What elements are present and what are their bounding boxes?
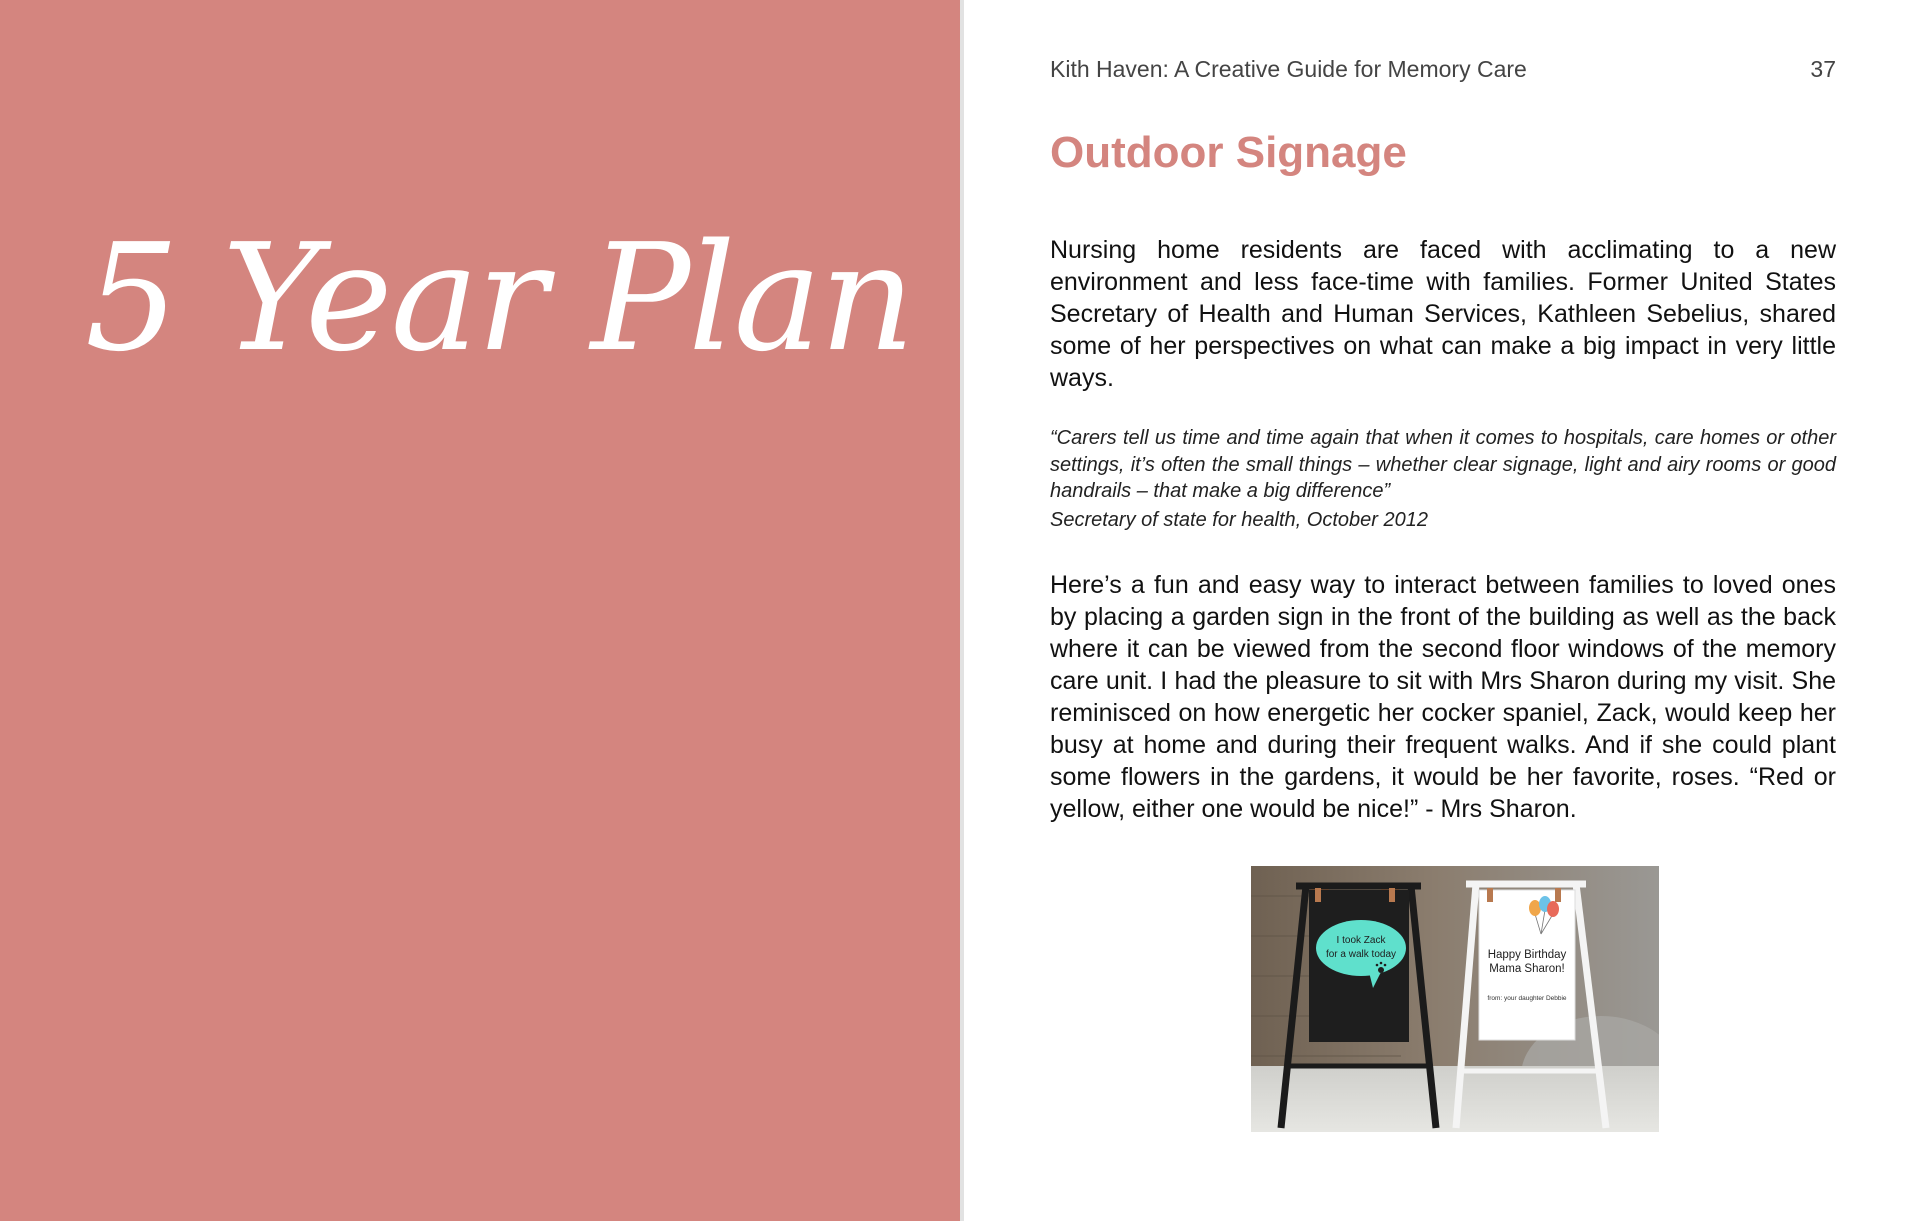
page-number: 37 [1810, 56, 1836, 82]
section-title: Outdoor Signage [1050, 128, 1407, 177]
garden-signs-photo [1251, 866, 1659, 1132]
intro-paragraph: Nursing home residents are faced with acclimating to a new environment and less face-time with families. Former United States Secretary of Health and Human Services, Kathleen Sebelius, shared some of her perspectives on what can make a big impact in very little ways. [1050, 236, 1836, 392]
black-sign-line-2: for a walk today [1325, 949, 1397, 960]
white-sign-line-1: Happy Birthday [1487, 949, 1567, 961]
body-paragraph: Here’s a fun and easy way to interact between families to loved ones by placing a garden sign in the front of the building as well as the back where it can be viewed from the second floor windows of the memory care unit. I had the pleasure to sit with Mrs Sharon during my visit. She reminisced on how energetic her cocker spaniel, Zack, would keep her busy at home and during their frequent walks. And if she could plant some flowers in the gardens, it would be her favorite, roses. “Red or yellow, either one would be nice!” - Mrs Sharon. [1050, 571, 1836, 823]
speech-bubble [1316, 920, 1406, 976]
garden-signs-illustration [1251, 866, 1659, 1132]
white-sign-line-2: Mama Sharon! [1489, 963, 1565, 975]
black-sign-line-1: I took Zack [1336, 935, 1386, 946]
spread-title: 5 Year Plan [85, 212, 914, 384]
book-title: Kith Haven: A Creative Guide for Memory Care [1050, 56, 1527, 82]
running-head [1050, 56, 1836, 83]
white-sign-line-3: from: your daughter Debbie [1487, 995, 1567, 1002]
right-page [964, 0, 1920, 1221]
quote-attribution: Secretary of state for health, October 2012 [1050, 509, 1428, 531]
quote-block: “Carers tell us time and time again that when it comes to hospitals, care homes or other settings, it’s often the small things – whether clear signage, light and airy rooms or good handrails – that make a big difference” [1050, 427, 1836, 502]
